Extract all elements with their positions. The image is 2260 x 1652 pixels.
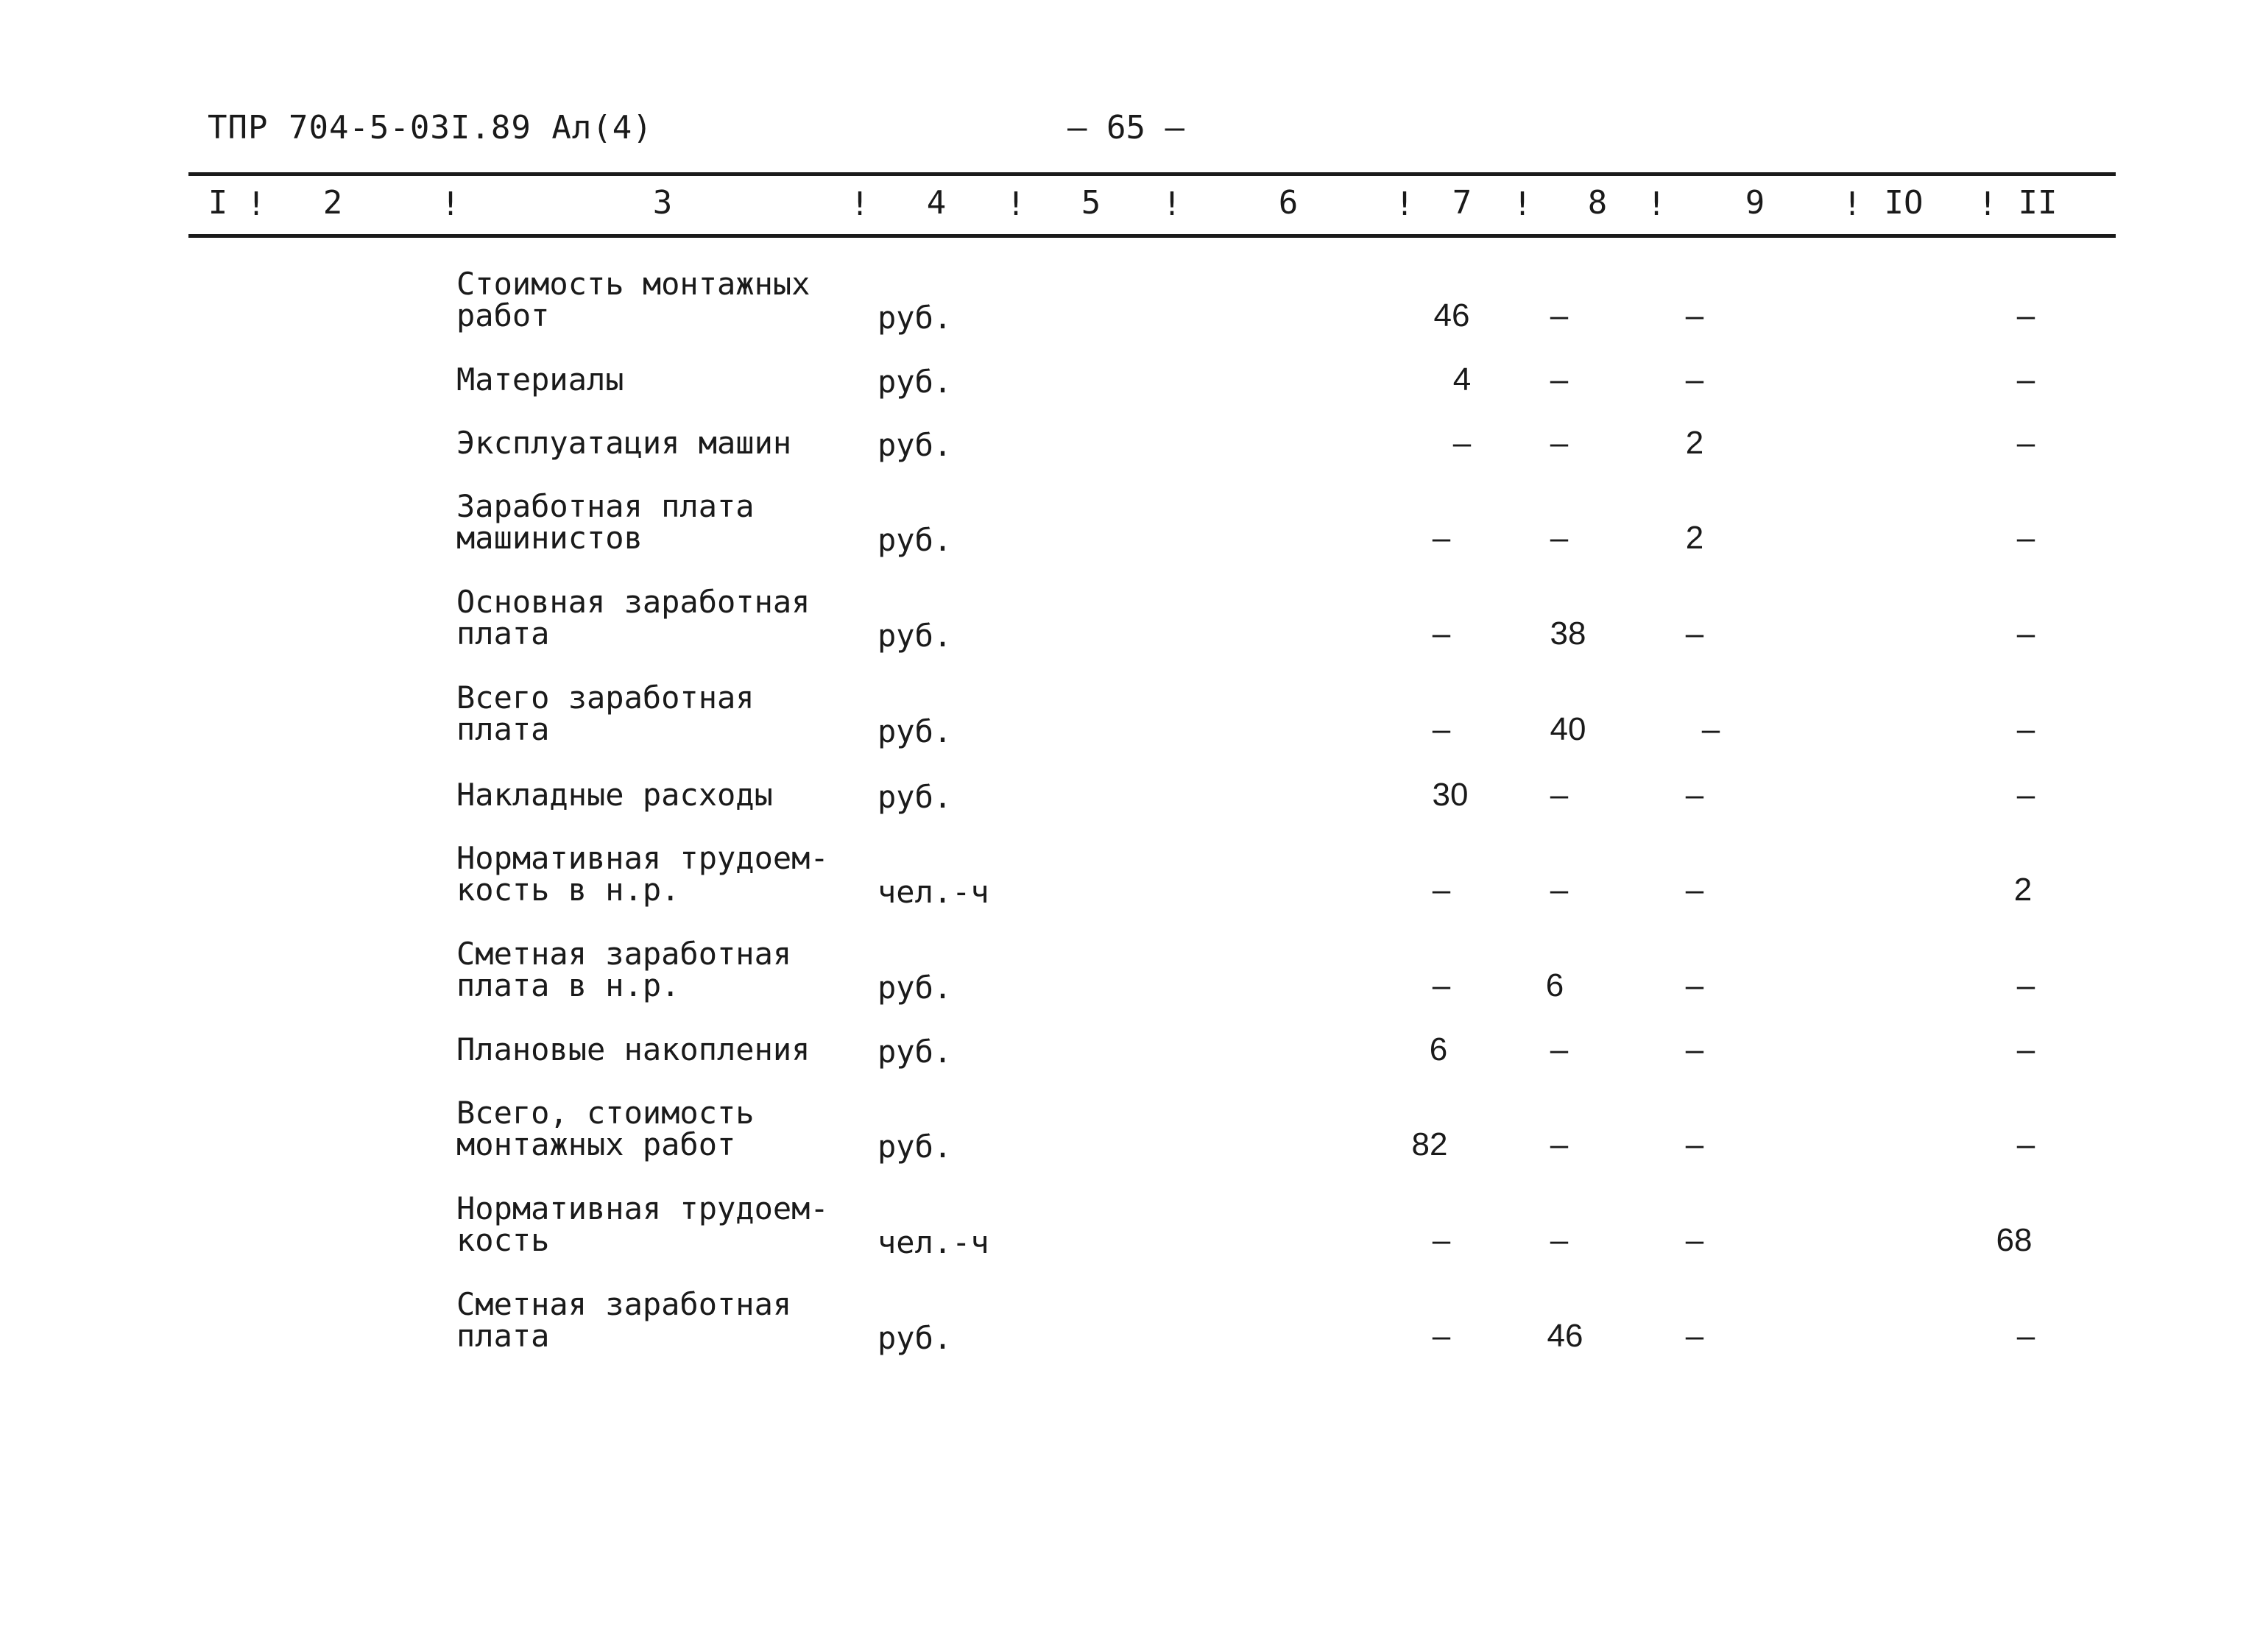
cell-col-7: – bbox=[1432, 967, 1451, 1003]
row-unit: чел.-ч bbox=[877, 1224, 989, 1260]
cell-col-8: – bbox=[1550, 1031, 1569, 1067]
row-name: Сметная заработная плата bbox=[456, 1286, 792, 1354]
cell-col-9: – bbox=[1685, 297, 1704, 333]
row-unit: руб. bbox=[877, 427, 953, 463]
cell-col-7: 46 bbox=[1433, 297, 1470, 333]
row-name: Нормативная трудоем- кость в н.р. bbox=[456, 840, 829, 908]
cell-col-7: – bbox=[1432, 520, 1451, 556]
row-unit: руб. bbox=[877, 618, 953, 654]
cell-col-9: – bbox=[1685, 361, 1704, 398]
row-name: Нормативная трудоем- кость bbox=[456, 1190, 829, 1258]
cell-col-8: – bbox=[1550, 872, 1569, 908]
column-header-7: 7 bbox=[1452, 184, 1472, 222]
column-separator: ! bbox=[1512, 186, 1533, 223]
row-name: Сметная заработная плата в н.р. bbox=[456, 936, 792, 1003]
row-name: Основная заработная плата bbox=[456, 584, 811, 652]
row-name: Плановые накопления bbox=[456, 1031, 811, 1067]
row-name: Материалы bbox=[456, 361, 624, 398]
cell-col-11: 68 bbox=[1996, 1222, 2033, 1258]
cell-col-8: – bbox=[1550, 520, 1569, 556]
row-unit: руб. bbox=[877, 1034, 953, 1070]
row-unit: руб. bbox=[877, 1320, 953, 1356]
cell-col-11: – bbox=[2016, 297, 2035, 333]
column-separator: ! bbox=[1162, 186, 1182, 223]
row-unit: руб. bbox=[877, 1129, 953, 1165]
cell-col-11: – bbox=[2016, 615, 2035, 652]
cell-col-7: 6 bbox=[1429, 1031, 1448, 1067]
column-header-9: 9 bbox=[1745, 184, 1765, 222]
cell-col-8: 46 bbox=[1547, 1318, 1583, 1354]
cell-col-11: – bbox=[2016, 777, 2035, 813]
cell-col-9: – bbox=[1685, 615, 1704, 652]
row-name: Накладные расходы bbox=[456, 777, 773, 813]
cell-col-8: – bbox=[1550, 1222, 1569, 1258]
row-unit: руб. bbox=[877, 364, 953, 400]
cell-col-11: – bbox=[2016, 361, 2035, 398]
cell-col-8: – bbox=[1550, 1126, 1569, 1162]
cell-col-11: – bbox=[2016, 1031, 2035, 1067]
cell-col-7: 82 bbox=[1411, 1126, 1448, 1162]
table-top-rule bbox=[188, 172, 2116, 176]
cell-col-9: 2 bbox=[1685, 425, 1704, 461]
cell-col-11: – bbox=[2016, 1126, 2035, 1162]
cell-col-11: – bbox=[2016, 1318, 2035, 1354]
cell-col-11: – bbox=[2016, 711, 2035, 747]
cell-col-8: 38 bbox=[1550, 615, 1586, 652]
row-name: Всего заработная плата bbox=[456, 679, 755, 747]
table-header-row bbox=[0, 184, 2260, 228]
page-number: – 65 – bbox=[1067, 109, 1184, 147]
cell-col-9: 2 bbox=[1685, 520, 1704, 556]
cell-col-9: – bbox=[1685, 1318, 1704, 1354]
cell-col-11: – bbox=[2016, 425, 2035, 461]
cell-col-7: – bbox=[1452, 425, 1472, 461]
cell-col-7: – bbox=[1432, 615, 1451, 652]
column-header-11: II bbox=[2018, 184, 2058, 222]
column-header-4: 4 bbox=[926, 184, 947, 222]
column-separator: ! bbox=[1394, 186, 1415, 223]
cell-col-9: – bbox=[1685, 1031, 1704, 1067]
column-separator: ! bbox=[1646, 186, 1667, 223]
column-separator: ! bbox=[246, 186, 266, 223]
cell-col-9: – bbox=[1685, 777, 1704, 813]
row-name: Стоимость монтажных работ bbox=[456, 266, 811, 333]
cell-col-8: 6 bbox=[1545, 967, 1564, 1003]
cell-col-11: 2 bbox=[2013, 872, 2033, 908]
row-name: Всего, стоимость монтажных работ bbox=[456, 1095, 755, 1162]
cell-col-9: – bbox=[1701, 711, 1720, 747]
cell-col-7: – bbox=[1432, 872, 1451, 908]
column-header-3: 3 bbox=[652, 184, 673, 222]
row-name: Эксплуатация машин bbox=[456, 425, 792, 461]
row-unit: руб. bbox=[877, 970, 953, 1006]
column-header-5: 5 bbox=[1081, 184, 1101, 222]
cell-col-9: – bbox=[1685, 967, 1704, 1003]
cell-col-11: – bbox=[2016, 967, 2035, 1003]
cell-col-7: – bbox=[1432, 711, 1451, 747]
document-code: ТПР 704-5-03I.89 Ал(4) bbox=[208, 109, 653, 147]
column-header-10: IO bbox=[1884, 184, 1924, 222]
cell-col-7: – bbox=[1432, 1318, 1451, 1354]
cell-col-9: – bbox=[1685, 1222, 1704, 1258]
table-header-rule bbox=[188, 234, 2116, 238]
column-header-1: I bbox=[208, 184, 228, 222]
cell-col-8: – bbox=[1550, 425, 1569, 461]
cell-col-7: 4 bbox=[1452, 361, 1472, 398]
row-unit: руб. bbox=[877, 779, 953, 815]
cell-col-9: – bbox=[1685, 872, 1704, 908]
column-separator: ! bbox=[1842, 186, 1862, 223]
column-header-6: 6 bbox=[1278, 184, 1299, 222]
column-separator: ! bbox=[1977, 186, 1998, 223]
column-header-2: 2 bbox=[322, 184, 343, 222]
cell-col-7: – bbox=[1432, 1222, 1451, 1258]
cell-col-8: – bbox=[1550, 777, 1569, 813]
row-unit: руб. bbox=[877, 522, 953, 558]
row-unit: руб. bbox=[877, 713, 953, 749]
column-header-8: 8 bbox=[1587, 184, 1608, 222]
row-unit: чел.-ч bbox=[877, 874, 989, 910]
column-separator: ! bbox=[850, 186, 870, 223]
cell-col-9: – bbox=[1685, 1126, 1704, 1162]
cell-col-7: 30 bbox=[1432, 777, 1469, 813]
cell-col-8: – bbox=[1550, 361, 1569, 398]
cell-col-11: – bbox=[2016, 520, 2035, 556]
column-separator: ! bbox=[1006, 186, 1026, 223]
row-name: Заработная плата машинистов bbox=[456, 488, 755, 556]
cell-col-8: – bbox=[1550, 297, 1569, 333]
column-separator: ! bbox=[440, 186, 461, 223]
row-unit: руб. bbox=[877, 300, 953, 336]
cell-col-8: 40 bbox=[1550, 711, 1586, 747]
